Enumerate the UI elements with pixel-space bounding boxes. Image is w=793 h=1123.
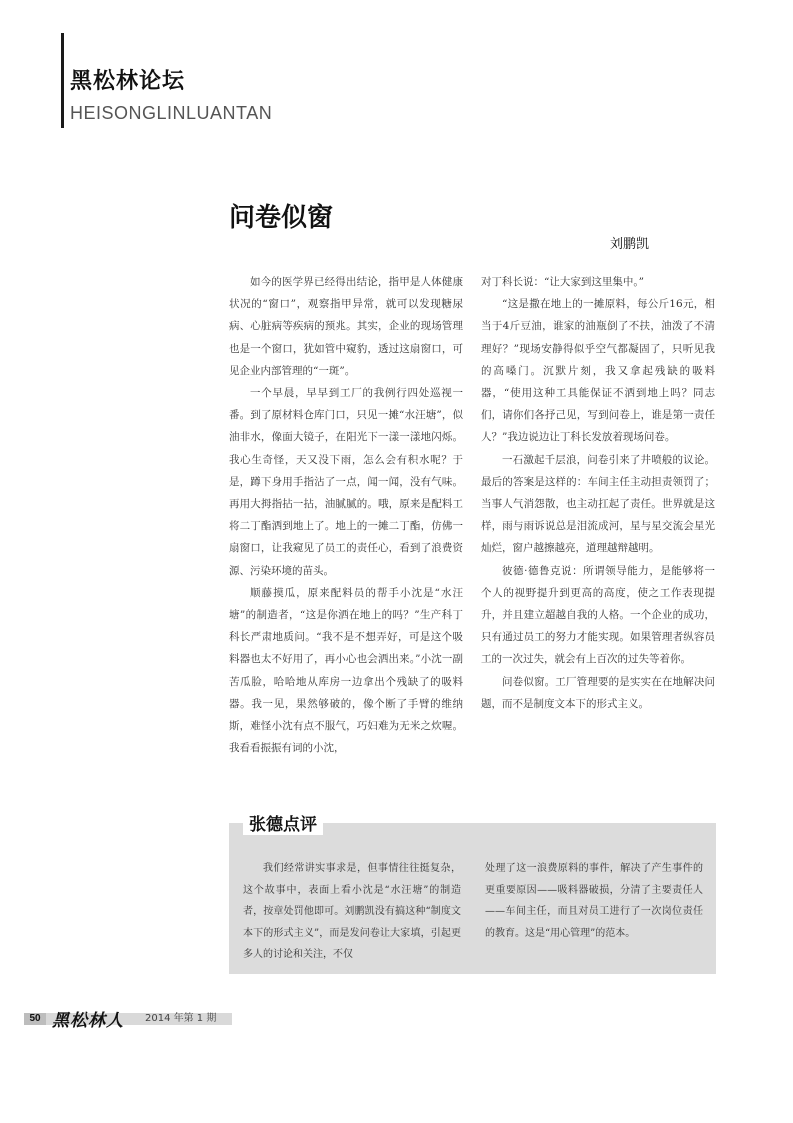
paragraph: 彼德·德鲁克说：所谓领导能力，是能够将一个人的视野提升到更高的高度，使之工作表现提升，并且建立超越自我的人格。一个企业的成功，只有通过员工的努力才能实现。如果管理者纵容员工的一次过失，就会有上百次的过失等着你。 [481, 564, 715, 666]
article-author: 刘鹏凯 [610, 237, 650, 252]
article-right-column [481, 271, 715, 715]
paragraph: 顺藤摸瓜，原来配料员的帮手小沈是“水汪塘”的制造者，“这是你洒在地上的吗？”生产科丁科长严肃地质问。“我不是不想弄好，可是这个吸料器也太不好用了，再小心也会洒出来。”小沈一副苦瓜脸，哈哈地从库房一边拿出个残缺了的吸料器。我一见，果然够破的，像个断了手臂的维纳斯，难怪小沈有点不服气，巧妇难为无米之炊喔。我看看振振有词的小沈， [229, 586, 463, 755]
commentary-right-column [485, 858, 703, 944]
column-title: 黑松林论坛 [70, 69, 186, 94]
article-title: 问卷似窗 [229, 203, 334, 233]
magazine-logo: 黑松林人 [52, 1011, 124, 1031]
commentary-left-column [243, 858, 461, 966]
article-left-column [229, 271, 463, 759]
paragraph: 对丁科长说：“让大家到这里集中。” [481, 276, 644, 288]
paragraph: “这是撒在地上的一摊原料，每公斤16元，相当于4斤豆油，谁家的油瓶倒了不扶，油泼了不清理好？”现场安静得似乎空气都凝固了，只听见我的高嗓门。沉默片刻，我又拿起残缺的吸料器，“使用这种工具能保证不洒到地上吗？同志们，请你们各抒己见，写到问卷上，谁是第一责任人？”我边说边让丁科长发放着现场问卷。 [481, 298, 715, 444]
commentary-paragraph: 我们经常讲实事求是，但事情往往挺复杂，这个故事中，表面上看小沈是“水汪塘”的制造者，按章处罚他即可。刘鹏凯没有搞这种“制度文本下的形式主义”，而是发问卷让大家填，引起更多人的讨论和关注，不仅 [243, 863, 461, 960]
paragraph: 问卷似窗。工厂管理要的是实实在在地解决问题，而不是制度文本下的形式主义。 [481, 675, 715, 710]
commentary-title: 张德点评 [243, 810, 323, 835]
page-number: 50 [24, 1013, 46, 1025]
paragraph: 一个早晨，早早到工厂的我例行四处巡视一番。到了原材料仓库门口，只见一摊“水汪塘”，似油非水，像面大镜子，在阳光下一漾一漾地闪烁。我心生奇怪，天又没下雨，怎么会有积水呢？于是，蹲下身用手指沾了一点，闻一闻，没有气味。再用大拇指拈一拈，油腻腻的。哦，原来是配料工将二丁酯洒到地上了。地上的一摊二丁酯，仿佛一扇窗口，让我窥见了员工的责任心，看到了浪费资源、污染环境的苗头。 [229, 387, 463, 577]
issue-label: 2014 年第 1 期 [145, 1013, 217, 1024]
header-accent-bar [61, 33, 64, 128]
paragraph: 一石激起千层浪，问卷引来了井喷般的议论。最后的答案是这样的：车间主任主动担责领罚了；当事人气消怨散，也主动扛起了责任。世界就是这样，雨与雨诉说总是泪流成河，星与星交流会星光灿烂，窗户越擦越亮，道理越辩越明。 [481, 453, 715, 555]
paragraph: 如今的医学界已经得出结论，指甲是人体健康状况的“窗口”，观察指甲异常，就可以发现糖尿病、心脏病等疾病的预兆。其实，企业的现场管理也是一个窗口，犹如管中窥豹，透过这扇窗口，可见企业内部管理的“一斑”。 [229, 276, 463, 377]
commentary-paragraph: 处理了这一浪费原料的事件，解决了产生事件的更重要原因——吸料器破损，分清了主要责任人——车间主任，而且对员工进行了一次岗位责任的教育。这是“用心管理”的范本。 [485, 863, 703, 939]
column-subtitle: HEISONGLINLUANTAN [70, 103, 273, 123]
